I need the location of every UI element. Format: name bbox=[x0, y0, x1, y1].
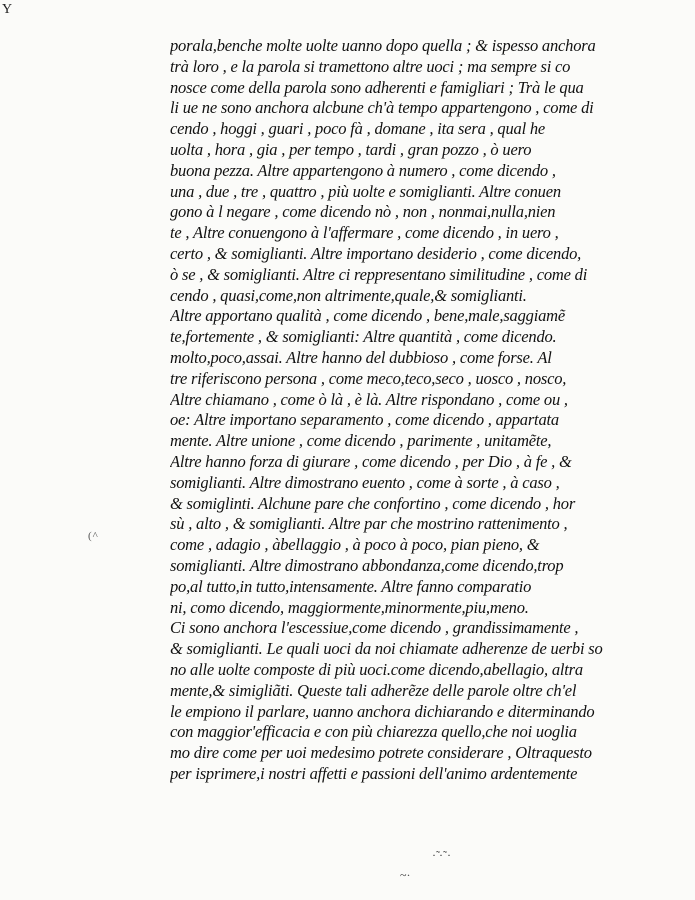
text-line: li ue ne sono anchora alcbune ch'à tempo appartengono , come di bbox=[170, 98, 594, 118]
text-line: oe: Altre importano separamento , come dicendo , appartata bbox=[170, 410, 559, 430]
margin-mark: (^ bbox=[88, 530, 99, 542]
text-line: Ci sono anchora l'escessiue,come dicendo , grandissimamente , bbox=[170, 618, 579, 638]
body-text bbox=[170, 36, 650, 785]
text-line: mente. Altre unione , come dicendo , parimente , unitamẽte, bbox=[170, 431, 552, 451]
text-line: per isprimere,i nostri affetti e passioni dell'animo ardentemente bbox=[170, 763, 578, 783]
text-line: mo dire come per uoi medesimo potrete considerare , Oltraquesto bbox=[170, 743, 592, 763]
text-line: Altre chiamano , come ò là , è là. Altre rispondano , come ou , bbox=[170, 389, 568, 409]
text-line: come , adagio , àbellaggio , à poco à poco, pian pieno, & bbox=[170, 535, 540, 555]
ornament-mark: ·̃ ·˜· bbox=[432, 848, 451, 862]
text-line: & somiglianti. Le quali uoci da noi chiamate adherenze de uerbi so bbox=[170, 639, 603, 659]
text-line: ni, como dicendo, maggiormente,minormente,piu,meno. bbox=[170, 597, 529, 617]
text-line: cendo , quasi,come,non altrimente,quale,& somiglianti. bbox=[170, 285, 527, 305]
text-line: una , due , tre , quattro , più uolte e somiglianti. Altre conuen bbox=[170, 181, 561, 201]
text-line: le empiono il parlare, uanno anchora dichiarando e diterminando bbox=[170, 701, 595, 721]
text-line: gono à l negare , come dicendo nò , non , nonmai,nulla,nien bbox=[170, 202, 556, 222]
text-line: nosce come della parola sono adherenti e famigliari ; Trà le qua bbox=[170, 77, 584, 97]
text-line: somiglianti. Altre dimostrano abbondanza,come dicendo,trop bbox=[170, 555, 564, 575]
text-line: Altre apportano qualità , come dicendo , bene,male,saggiamẽ bbox=[170, 306, 565, 326]
text-line: porala,benche molte uolte uanno dopo quella ; & ispesso anchora bbox=[170, 36, 596, 55]
text-line: sù , alto , & somiglianti. Altre par che mostrino rattenimento , bbox=[170, 514, 568, 534]
text-line: Altre hanno forza di giurare , come dicendo , per Dio , à fe , & bbox=[170, 451, 572, 471]
text-line: buona pezza. Altre appartengono à numero , come dicendo , bbox=[170, 160, 556, 180]
text-line: & somiglinti. Alchune pare che confortino , come dicendo , hor bbox=[170, 493, 576, 513]
bottom-ornament bbox=[0, 840, 695, 900]
text-line: con maggior'efficacia e con più chiarezza quello,che noi uoglia bbox=[170, 722, 577, 742]
text-line: somiglianti. Altre dimostrano euento , come à sorte , à caso , bbox=[170, 472, 560, 492]
ornament-mark: ~· bbox=[400, 868, 411, 882]
text-line: mente,& simigliãti. Queste tali adherẽze delle parole oltre ch'el bbox=[170, 680, 577, 700]
text-line: certo , & somiglianti. Altre importano desiderio , come dicendo, bbox=[170, 243, 582, 263]
text-line: molto,poco,assai. Altre hanno del dubbioso , come forse. Al bbox=[170, 347, 552, 367]
text-line: no alle uolte composte di più uoci.come dicendo,abellagio, altra bbox=[170, 659, 583, 679]
text-line: uolta , hora , gia , per tempo , tardi , gran pozzo , ò uero bbox=[170, 139, 532, 159]
text-line: te,fortemente , & somiglianti: Altre quantità , come dicendo. bbox=[170, 327, 557, 347]
text-line: po,al tutto,in tutto,intensamente. Altre fanno comparatio bbox=[170, 576, 532, 596]
text-line: cendo , hoggi , guari , poco fà , domane , ita sera , qual he bbox=[170, 119, 546, 139]
text-line: te , Altre conuengono à l'affermare , come dicendo , in uero , bbox=[170, 223, 559, 243]
corner-mark: Y bbox=[2, 2, 13, 17]
text-line: trà loro , e la parola si tramettono altre uoci ; ma sempre si co bbox=[170, 56, 571, 76]
text-line: ò se , & somiglianti. Altre ci reppresentano similitudine , come di bbox=[170, 264, 588, 284]
text-line: tre riferiscono persona , come meco,teco,seco , uosco , nosco, bbox=[170, 368, 567, 388]
